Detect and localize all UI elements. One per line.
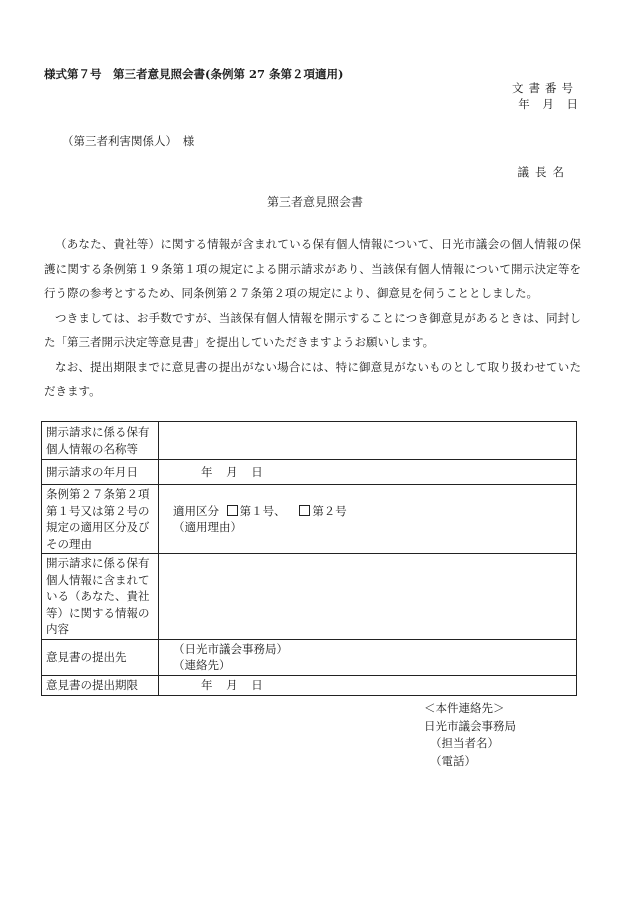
sender-name: 議長名 [517, 165, 570, 179]
label-line: 内容 [46, 622, 69, 636]
date-placeholder: 年 月 日 [201, 677, 263, 692]
table-row [42, 554, 577, 640]
table-row [42, 675, 577, 695]
body-line: 行う際の参考とするため、同条例第２７条第２項の規定により、御意見を伺うこととしました。 [44, 286, 539, 300]
category-label: 適用区分 [173, 503, 219, 518]
body-line: つきましては、お手数ですが、当該保有個人情報を開示することにつき御意見があるときは、同封し [55, 310, 581, 325]
row-value-submission-address [159, 639, 577, 675]
label-line: いる（あなた、貴社 [46, 589, 150, 603]
body-line: だきます。 [44, 384, 101, 398]
row-value-request-date[interactable] [159, 460, 577, 485]
row-label-request-date: 開示請求の年月日 [42, 460, 159, 485]
label-line: その理由 [46, 536, 92, 551]
body-line: なお、提出期限までに意見書の提出がない場合には、特に御意見がないものとして取り扱わせていた [55, 359, 581, 374]
contact-label: （連絡先） [173, 658, 231, 672]
reason-label: （適用理由） [173, 520, 242, 534]
row-value-info-content[interactable] [159, 554, 577, 640]
table-row [42, 460, 577, 485]
contact-person: （担当者名） [430, 736, 499, 750]
option-2-label: 第２号 [312, 503, 347, 518]
contact-block [424, 700, 516, 770]
addressee: （第三者利害関係人） 様 [62, 134, 195, 148]
body-line: 護に関する条例第１９条第１項の規定による開示請求があり、当該保有個人情報について開示決定等を [44, 261, 581, 276]
label-line: 規定の適用区分及び [46, 520, 150, 534]
table-row [42, 639, 577, 675]
label-line: 条例第２７条第２項 [46, 487, 150, 501]
row-label-submission-deadline: 意見書の提出期限 [42, 675, 159, 695]
checkbox-item-1[interactable] [227, 505, 238, 516]
row-value-applicable-category [159, 485, 577, 554]
row-value-info-name[interactable] [159, 422, 577, 460]
checkbox-item-2[interactable] [299, 505, 310, 516]
info-table [41, 421, 577, 696]
row-label-applicable-category [42, 485, 159, 554]
row-label-info-name [42, 422, 159, 460]
label-line: 個人情報に含まれて [46, 572, 150, 587]
contact-phone: （電話） [430, 753, 476, 768]
label-line: 個人情報の名称等 [46, 441, 138, 456]
category-options [173, 503, 572, 520]
row-value-submission-deadline[interactable] [159, 675, 577, 695]
label-line: 第１号又は第２号の [46, 503, 150, 518]
office-name: （日光市議会事務局） [173, 641, 288, 656]
body-text [44, 232, 581, 404]
contact-office: 日光市議会事務局 [424, 718, 516, 733]
date-placeholder: 年 月 日 [201, 464, 263, 479]
table-row [42, 422, 577, 460]
label-line: 開示請求に係る保有 [46, 425, 150, 439]
body-line: （あなた、貴社等）に関する情報が含まれている保有個人情報について、日光市議会の個人情報の保 [55, 237, 581, 251]
document-title: 第三者意見照会書 [266, 195, 363, 209]
row-label-submission-address: 意見書の提出先 [42, 639, 159, 675]
table-row [42, 485, 577, 554]
option-1-label: 第１号、 [239, 503, 286, 518]
label-line: 開示請求に係る保有 [46, 556, 150, 570]
form-title: 様式第７号 第三者意見照会書(条例第 27 条第２項適用) [44, 67, 344, 81]
document-date-label: 年 月 日 [518, 97, 578, 111]
row-label-info-content [42, 554, 159, 640]
label-line: 等）に関する情報の [46, 605, 150, 620]
body-line: た「第三者開示決定等意見書」を提出していただきますようお願いします。 [44, 335, 435, 349]
document-number-label: 文書番号 [512, 81, 578, 95]
contact-heading: ＜本件連絡先＞ [424, 701, 505, 715]
